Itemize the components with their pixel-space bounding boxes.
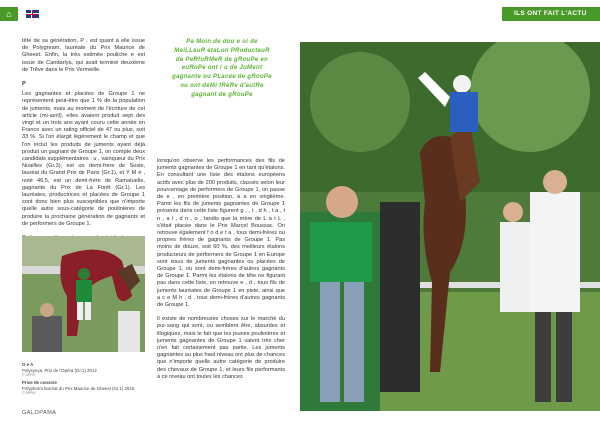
article-column-2 — [157, 158, 285, 388]
paragraph: lorsqu'on observe les performances des fils de juments gagnantes de Groupe 1 en tant qu'étalons. En consultant une liste des étalons européens actifs avec plus de 200 produits, classés selon leur pourcentage de performers de Groupe 1, on passe de e , en première position, à a en vingtième. Parmi les fils de juments gagnantes de Groupe 1 présents dans cette liste figurent g , , t , d h , t a , t n , a l , d n , o , tandis que la mère de L a t L , s'était placée dans le Prix Marcel Boussac. On retrouve également f o d e t a , tous demi-frères ou propres frères de gagnants de Groupe 1. Pas moins de douze, soit 60 %, des meilleurs étalons producteurs de performers de Groupe 1 en Europe sont issus de juments gagnantes ou placées de Groupe 1, ou sont demi-frères d'autres gagnants de Groupe 1. Parmi les étalons de tête ne figurant pas dans cette liste, on retrouve e , d , tous fils de juments lauréates de Groupe 1 en piste, ainsi que a c e M h , d , tous demi-frères d'autres gagnants de Groupe 1. — [157, 158, 285, 309]
magazine-name: GALOPAMA — [22, 410, 57, 416]
pull-quote: Pa Moin de dou e oi de MeiLLeuR étaLon PRoducteuR de PeRfoRMeR de gRouPe en euRoPe ont i u de JuMent gagnante ou PLacée de gRouPe ou ont déMi fRèRe d'autRe gagnant de gRouPe — [172, 39, 272, 98]
section-label: ILS ONT FAIT L'ACTU — [502, 7, 600, 21]
paragraph: Les gagnantes et placées de Groupe 1 ne représentent peut-être que 1 % de la population de juments, mais au moment de l'écriture de cet article (mi-avril), elles avaient produit sept des vingt et un trois ans ayant couru cette année en France avec un rating officiel de 47 ou plus, soit 33 %. Si l'on élargit légèrement le champ et que l'on inclut les produits de juments ayant déjà produit un gagnant de Groupe 1, on compte deux candidats supplémentaires : u , vainqueur du Prix Noailles (Gr.3), est un demi-frère de Sosie, lauréat du Grand Prix de Paris (Gr.1), et Y M é , noté 46,5, est un demi-frère de Ramatuelle, gagnante du Prix de La Forêt (Gr.1). Les lauréates, productrices et placées de Groupe 1 sont donc bien plus susceptibles que n'importe quelle autre sous-catégorie de poulinières de produire la prochaine génération de gagnants et de performers de Groupe 1. — [22, 91, 145, 227]
home-button[interactable] — [0, 7, 18, 21]
paragraph: Il existe de nombreuses choses sur le marché du pur-sang qui sont, ou semblent être, absurdes et illogiques, mais le fait que les jeunes poulinières et juments gagnantes de Groupe 1 valent très cher n'en fait certainement pas partie. Les juments gagnantes au plus haut niveau ont plus de chances que n'importe quelle autre catégorie de produire des chevaux de Groupe 1, et leurs fils performants à ce niveau ont toutes les chances — [157, 316, 285, 380]
caption-1 — [22, 362, 147, 379]
home-icon: ⌂ — [6, 9, 12, 19]
caption-2 — [22, 380, 147, 397]
caption-text: Polyphorm lauréat du Prix Maurice de Gheest (Gr.1) 2015 — [22, 385, 135, 391]
caption-credit: © APRH — [22, 373, 36, 378]
uk-flag-icon[interactable] — [26, 10, 39, 18]
caption-title: O e A — [22, 362, 34, 367]
paragraph: tête de sa génération, P , est quant à elle issue de Polygream, lauréate du Prix Maurice de Gheest. Enfin, la très estimée pouliche e est issue de Candarlya, qui avait terminé deuxième de Trêve dans le Prix Vermeille. — [22, 38, 145, 73]
horse-photo-large — [300, 42, 600, 411]
horse-photo-small — [22, 236, 145, 352]
article-column-1 — [22, 38, 145, 249]
caption-title: Prise de conscte — [22, 380, 57, 385]
caption-credit: © APRH — [22, 391, 36, 396]
paragraph-heading: P — [22, 81, 26, 88]
caption-text: Polysynya, Prix de l'Opéra (Gr.1) 2012 — [22, 367, 97, 373]
